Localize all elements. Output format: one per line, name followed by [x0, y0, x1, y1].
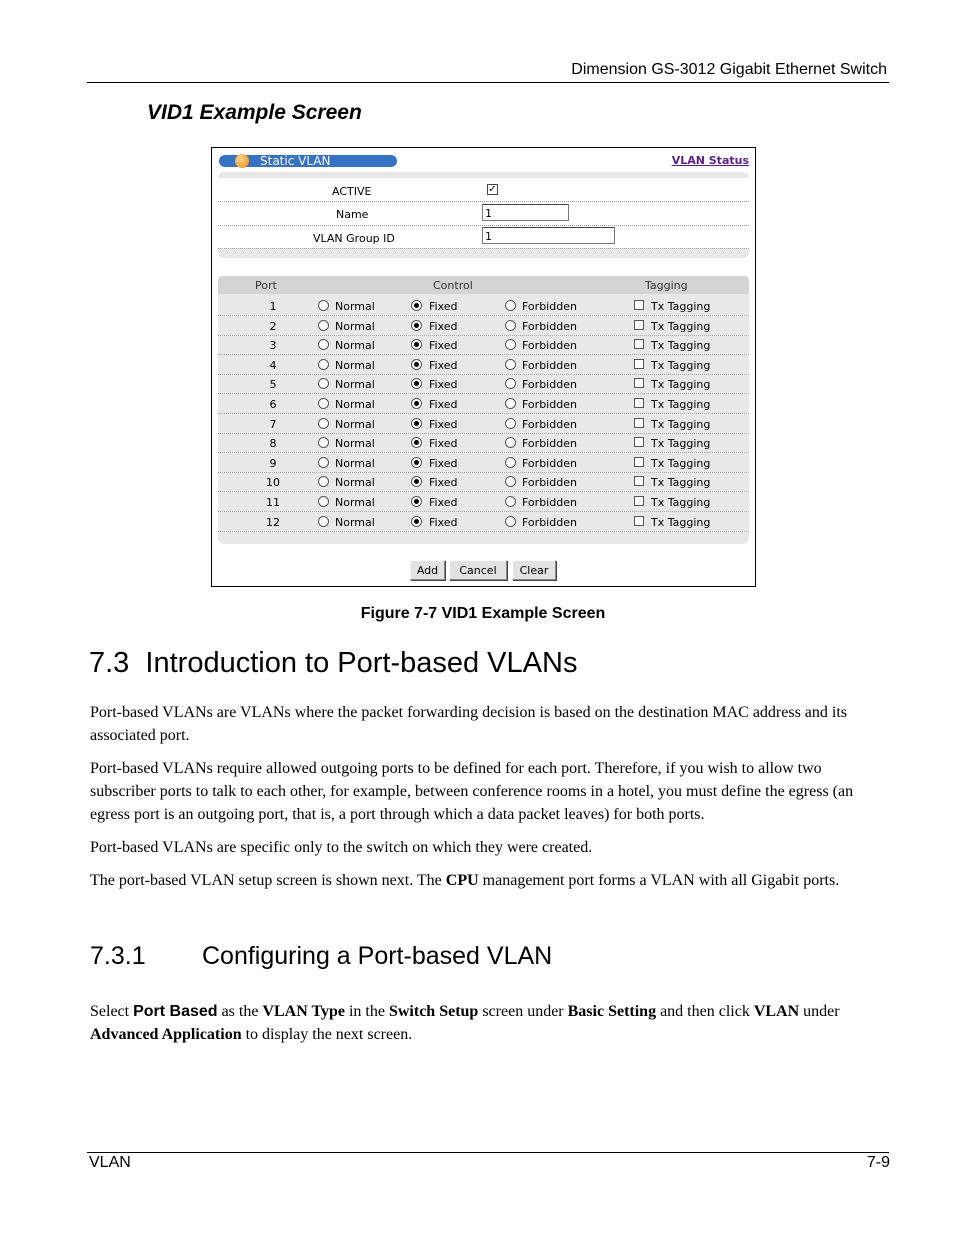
forbidden-radio[interactable]	[505, 359, 516, 370]
fixed-label: Fixed	[429, 319, 458, 333]
fixed-radio[interactable]	[411, 300, 422, 311]
normal-label: Normal	[335, 456, 375, 470]
port-row	[218, 394, 749, 414]
tx-tagging-checkbox[interactable]	[634, 437, 644, 447]
fixed-radio[interactable]	[411, 339, 422, 350]
forbidden-label: Forbidden	[522, 319, 577, 333]
tx-tagging-label: Tx Tagging	[651, 476, 711, 490]
vlan-status-link[interactable]: VLAN Status	[671, 154, 749, 167]
normal-label: Normal	[335, 476, 375, 490]
normal-radio[interactable]	[318, 300, 329, 311]
fixed-label: Fixed	[429, 456, 458, 470]
vlan-group-id-row	[218, 226, 749, 249]
p5-k: under	[799, 1003, 840, 1020]
forbidden-radio[interactable]	[505, 378, 516, 389]
orb-icon	[235, 154, 249, 168]
normal-label: Normal	[335, 339, 375, 353]
vlan-group-id-label: VLAN Group ID	[313, 232, 395, 245]
fixed-radio[interactable]	[411, 457, 422, 468]
tx-tagging-checkbox[interactable]	[634, 378, 644, 388]
fixed-label: Fixed	[429, 339, 458, 353]
name-row	[218, 202, 749, 226]
p5-vlan: VLAN	[753, 1003, 800, 1020]
fixed-label: Fixed	[429, 378, 458, 392]
normal-label: Normal	[335, 437, 375, 451]
port-row	[218, 374, 749, 394]
normal-radio[interactable]	[318, 418, 329, 429]
fixed-label: Fixed	[429, 398, 458, 411]
section-7-3-1-title: Configuring a Port-based VLAN	[202, 942, 553, 970]
port-number: 7	[269, 417, 277, 431]
forbidden-label: Forbidden	[522, 339, 577, 353]
port-number: 5	[269, 378, 277, 392]
tx-tagging-checkbox[interactable]	[634, 359, 644, 369]
port-header: Port	[255, 279, 277, 292]
normal-label: Normal	[335, 398, 375, 411]
forbidden-radio[interactable]	[505, 457, 516, 468]
p5-port-based: Port Based	[133, 1003, 218, 1020]
normal-label: Normal	[335, 496, 375, 509]
p5-m: to display the next screen.	[241, 1026, 413, 1043]
forbidden-label: Forbidden	[522, 358, 577, 372]
forbidden-label: Forbidden	[522, 398, 577, 411]
p4-cpu: CPU	[445, 872, 479, 889]
port-row	[218, 433, 749, 453]
p4-text-a: The port-based VLAN setup screen is shown next. The	[90, 872, 446, 889]
p5-basic-setting: Basic Setting	[567, 1003, 657, 1020]
tx-tagging-label: Tx Tagging	[651, 417, 711, 431]
vlan-group-id-input[interactable]: 1	[482, 227, 615, 244]
active-label: ACTIVE	[332, 185, 372, 198]
tx-tagging-label: Tx Tagging	[651, 398, 711, 411]
p4-text-c: management port forms a VLAN with all Gigabit ports.	[478, 872, 840, 889]
static-vlan-title-bar	[219, 155, 397, 167]
port-number: 9	[269, 456, 277, 470]
port-number: 11	[266, 496, 280, 509]
fixed-label: Fixed	[429, 417, 458, 431]
fixed-radio[interactable]	[411, 496, 422, 507]
tx-tagging-label: Tx Tagging	[651, 437, 711, 451]
tx-tagging-label: Tx Tagging	[651, 515, 711, 529]
fixed-label: Fixed	[429, 358, 458, 372]
p5-g: screen under	[478, 1003, 568, 1020]
tx-tagging-checkbox[interactable]	[634, 457, 644, 467]
fixed-radio[interactable]	[411, 320, 422, 331]
active-checkbox[interactable]: ✓	[488, 184, 497, 195]
forbidden-label: Forbidden	[522, 456, 577, 470]
tx-tagging-label: Tx Tagging	[651, 378, 711, 392]
normal-label: Normal	[335, 300, 375, 313]
forbidden-label: Forbidden	[522, 378, 577, 392]
p5-a: Select	[90, 1003, 134, 1020]
add-button[interactable]: Add	[410, 560, 445, 580]
port-row	[218, 335, 749, 355]
figure-caption: Figure 7-7 VID1 Example Screen	[360, 605, 606, 622]
port-number: 6	[269, 398, 277, 411]
tx-tagging-label: Tx Tagging	[651, 300, 711, 313]
fixed-label: Fixed	[429, 300, 458, 313]
normal-radio[interactable]	[318, 516, 329, 527]
tx-tagging-checkbox[interactable]	[634, 339, 644, 349]
port-number: 4	[269, 358, 277, 372]
panel-title: Static VLAN	[260, 154, 331, 168]
p5-vlan-type: VLAN Type	[262, 1003, 345, 1020]
port-row	[218, 472, 749, 492]
p5-i: and then click	[656, 1003, 754, 1020]
normal-label: Normal	[335, 319, 375, 333]
forbidden-label: Forbidden	[522, 437, 577, 451]
forbidden-radio[interactable]	[505, 300, 516, 311]
tx-tagging-checkbox[interactable]	[634, 496, 644, 506]
name-input[interactable]: 1	[482, 204, 569, 221]
tx-tagging-checkbox[interactable]	[634, 418, 644, 428]
footer-page-number: 7-9	[866, 1154, 890, 1171]
footer-rule	[87, 1152, 889, 1153]
tx-tagging-label: Tx Tagging	[651, 319, 711, 333]
fixed-label: Fixed	[429, 437, 458, 451]
section-heading: VID1 Example Screen	[147, 101, 362, 124]
port-number: 2	[269, 319, 277, 333]
fixed-radio[interactable]	[411, 359, 422, 370]
fixed-label: Fixed	[429, 476, 458, 490]
normal-radio[interactable]	[318, 437, 329, 448]
name-label: Name	[336, 208, 369, 221]
tx-tagging-checkbox[interactable]	[634, 300, 644, 310]
forbidden-radio[interactable]	[505, 418, 516, 429]
forbidden-label: Forbidden	[522, 417, 577, 431]
normal-radio[interactable]	[318, 476, 329, 487]
paragraph-4	[90, 869, 890, 892]
paragraph-2: Port-based VLANs require allowed outgoing ports to be defined for each port. Therefore, if you wish to allow two subscriber ports to talk to each other, for example, between conference rooms in a hotel, you must define the egress (an egress port is an outgoing port, that is, a port through which a data packet leaves) for both ports.	[90, 760, 854, 823]
port-row	[218, 296, 749, 316]
forbidden-label: Forbidden	[522, 496, 577, 509]
forbidden-radio[interactable]	[505, 398, 516, 409]
forbidden-radio[interactable]	[505, 320, 516, 331]
document-header-title: Dimension GS-3012 Gigabit Ethernet Switch	[571, 61, 887, 78]
normal-label: Normal	[335, 378, 375, 392]
section-7-3-heading: 7.3 Introduction to Port-based VLANs	[89, 647, 578, 679]
tx-tagging-label: Tx Tagging	[651, 496, 711, 509]
port-number: 3	[269, 339, 277, 353]
section-7-3-1-number: 7.3.1	[90, 942, 146, 970]
fixed-radio[interactable]	[411, 476, 422, 487]
tx-tagging-checkbox[interactable]	[634, 320, 644, 330]
normal-label: Normal	[335, 417, 375, 431]
forbidden-radio[interactable]	[505, 339, 516, 350]
normal-radio[interactable]	[318, 359, 329, 370]
port-row	[218, 492, 749, 512]
forbidden-radio[interactable]	[505, 516, 516, 527]
port-row	[218, 453, 749, 473]
normal-label: Normal	[335, 358, 375, 372]
port-row	[218, 316, 749, 336]
tx-tagging-label: Tx Tagging	[651, 339, 711, 353]
normal-radio[interactable]	[318, 320, 329, 331]
tx-tagging-label: Tx Tagging	[651, 358, 711, 372]
header-rule	[87, 82, 889, 83]
forbidden-label: Forbidden	[522, 300, 577, 313]
normal-radio[interactable]	[318, 398, 329, 409]
port-row	[218, 355, 749, 375]
p5-e: in the	[344, 1003, 389, 1020]
tx-tagging-label: Tx Tagging	[651, 456, 711, 470]
port-row	[218, 512, 749, 532]
forbidden-label: Forbidden	[522, 515, 577, 529]
fixed-label: Fixed	[429, 515, 458, 529]
normal-radio[interactable]	[318, 496, 329, 507]
clear-button[interactable]: Clear	[512, 560, 556, 580]
normal-radio[interactable]	[318, 339, 329, 350]
p5-c: as the	[217, 1003, 263, 1020]
paragraph-3: Port-based VLANs are specific only to the switch on which they were created.	[90, 839, 593, 856]
cancel-button[interactable]: Cancel	[449, 560, 507, 580]
port-number: 12	[266, 515, 280, 529]
port-row	[218, 414, 749, 434]
fixed-radio[interactable]	[411, 437, 422, 448]
static-vlan-screenshot	[211, 147, 756, 587]
forbidden-radio[interactable]	[505, 496, 516, 507]
tx-tagging-checkbox[interactable]	[634, 516, 644, 526]
control-header: Control	[433, 279, 473, 292]
tagging-header: Tagging	[645, 279, 688, 292]
normal-radio[interactable]	[318, 457, 329, 468]
p5-switch-setup: Switch Setup	[388, 1003, 479, 1020]
forbidden-label: Forbidden	[522, 476, 577, 490]
paragraph-1: Port-based VLANs are VLANs where the packet forwarding decision is based on the destination MAC address and its associated port.	[90, 704, 848, 744]
p5-advanced-application: Advanced Application	[90, 1026, 242, 1043]
active-row	[218, 178, 749, 202]
forbidden-radio[interactable]	[505, 476, 516, 487]
fixed-radio[interactable]	[411, 418, 422, 429]
tx-tagging-checkbox[interactable]	[634, 398, 644, 408]
port-number: 8	[269, 437, 277, 451]
fixed-radio[interactable]	[411, 378, 422, 389]
port-number: 10	[266, 476, 280, 490]
port-table-header	[218, 276, 749, 294]
normal-radio[interactable]	[318, 378, 329, 389]
fixed-radio[interactable]	[411, 398, 422, 409]
footer-left: VLAN	[89, 1154, 131, 1171]
port-number: 1	[269, 300, 277, 313]
forbidden-radio[interactable]	[505, 437, 516, 448]
tx-tagging-checkbox[interactable]	[634, 476, 644, 486]
normal-label: Normal	[335, 515, 375, 529]
paragraph-5	[90, 1000, 890, 1046]
fixed-label: Fixed	[429, 496, 458, 509]
fixed-radio[interactable]	[411, 516, 422, 527]
